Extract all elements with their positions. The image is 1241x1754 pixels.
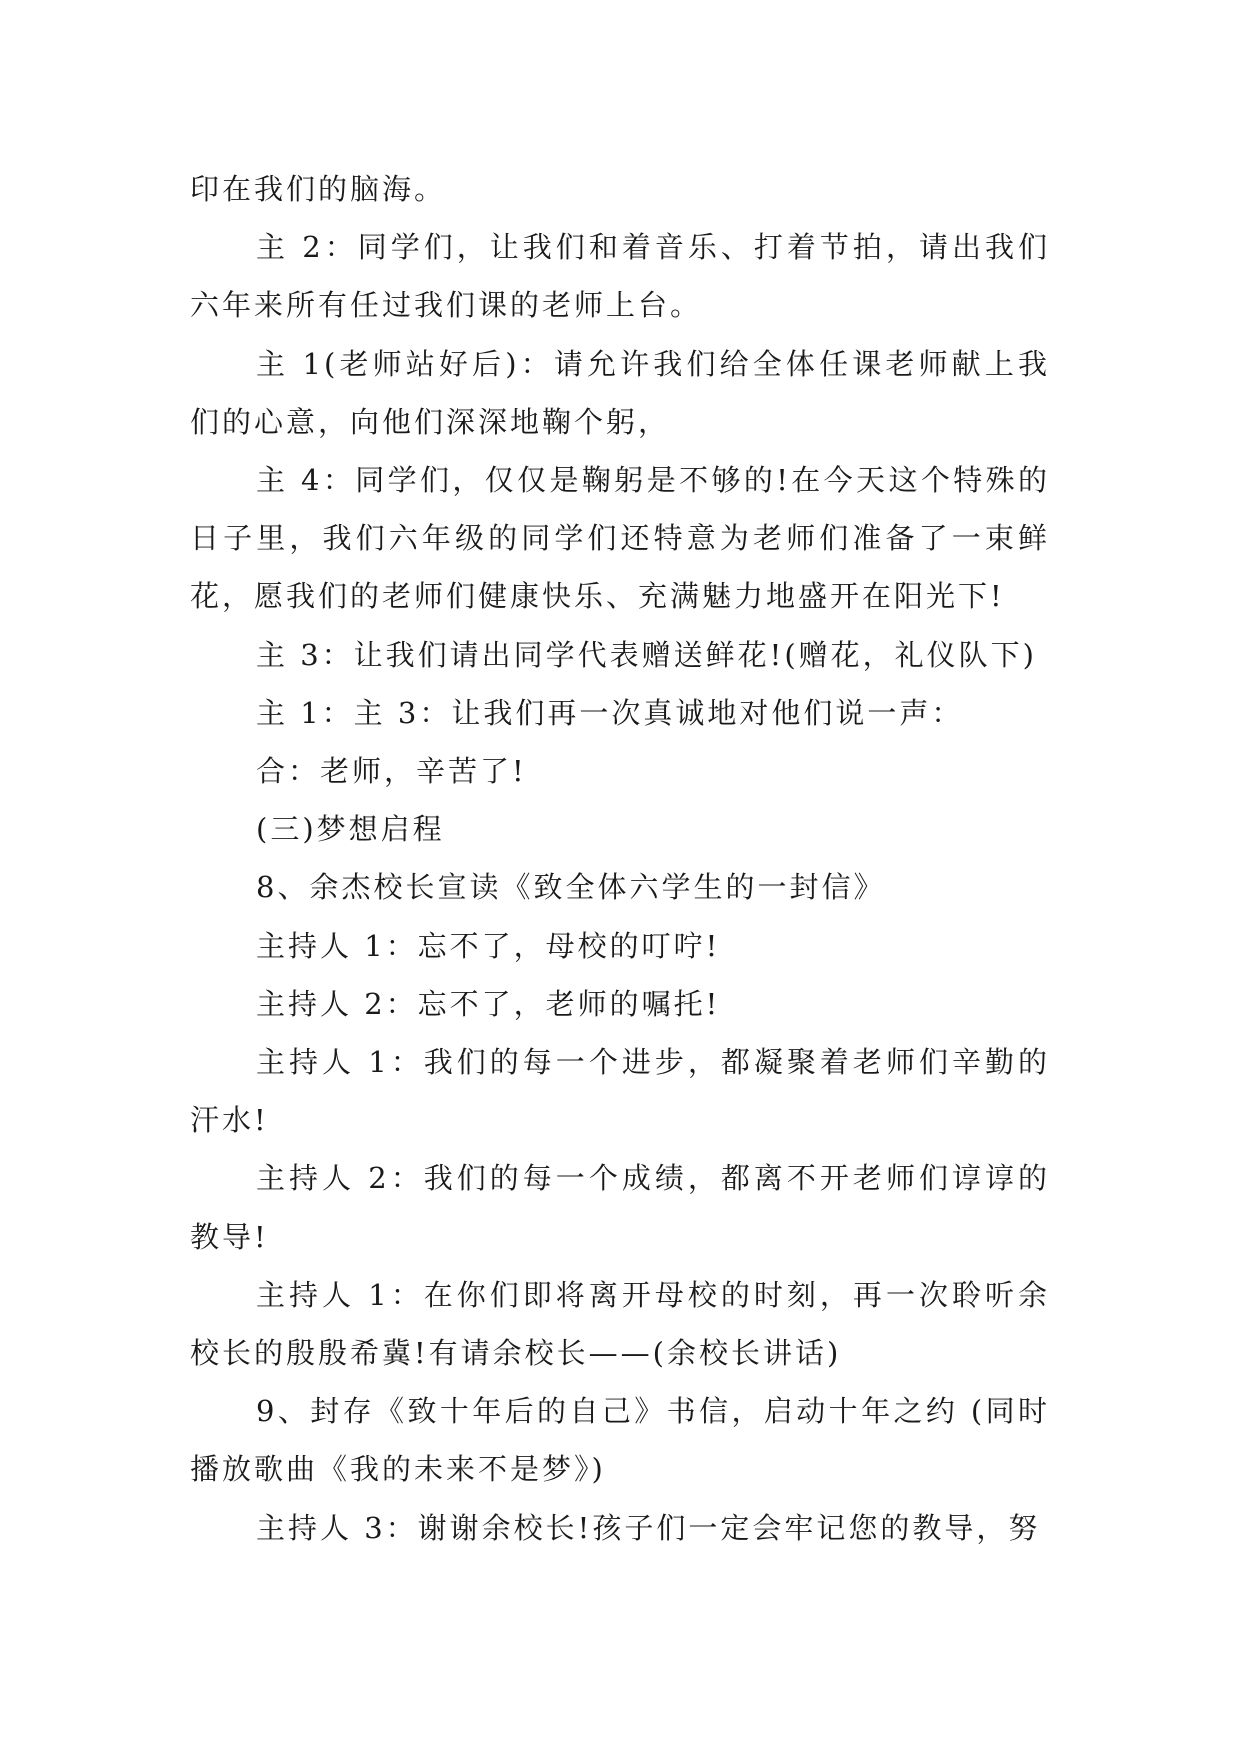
- paragraph-7: 合：老师，辛苦了!: [256, 754, 527, 789]
- paragraph-3: 主 1(老师站好后)：请允许我们给全体任课老师献上我们的心意，向他们深深地鞠个躬，: [190, 346, 1050, 439]
- paragraph-13: 主持人 2：我们的每一个成绩，都离不开老师们谆谆的教导!: [190, 1161, 1050, 1254]
- paragraph-6: 主 1：主 3：让我们再一次真诚地对他们说一声：: [256, 695, 964, 730]
- paragraph-10: 主持人 1：忘不了，母校的叮咛!: [256, 928, 721, 963]
- paragraph-12: 主持人 1：我们的每一个进步，都凝聚着老师们辛勤的汗水!: [190, 1045, 1050, 1138]
- paragraph-1: 印在我们的脑海。: [190, 172, 447, 206]
- paragraph-14: 主持人 1：在你们即将离开母校的时刻，再一次聆听余校长的殷殷希冀!有请余校长——(余校长讲话): [190, 1277, 1050, 1371]
- section-heading: (三)梦想启程: [256, 812, 445, 847]
- paragraph-16: 主持人 3：谢谢余校长!孩子们一定会牢记您的教导，努: [256, 1510, 1041, 1545]
- paragraph-4: 主 4：同学们，仅仅是鞠躬是不够的!在今天这个特殊的日子里，我们六年级的同学们还特意为老师们准备了一束鲜花，愿我们的老师们健康快乐、充满魅力地盛开在阳光下!: [190, 463, 1050, 614]
- paragraph-2: 主 2：同学们，让我们和着音乐、打着节拍，请出我们六年来所有任过我们课的老师上台。: [190, 230, 1050, 323]
- document-body: [190, 160, 1050, 1557]
- paragraph-15: 9、封存《致十年后的自己》书信，启动十年之约 (同时播放歌曲《我的未来不是梦》): [190, 1394, 1050, 1487]
- paragraph-5: 主 3：让我们请出同学代表赠送鲜花!(赠花，礼仪队下): [256, 637, 1037, 672]
- paragraph-9: 8、余杰校长宣读《致全体六学生的一封信》: [256, 870, 886, 905]
- paragraph-11: 主持人 2：忘不了，老师的嘱托!: [256, 986, 721, 1021]
